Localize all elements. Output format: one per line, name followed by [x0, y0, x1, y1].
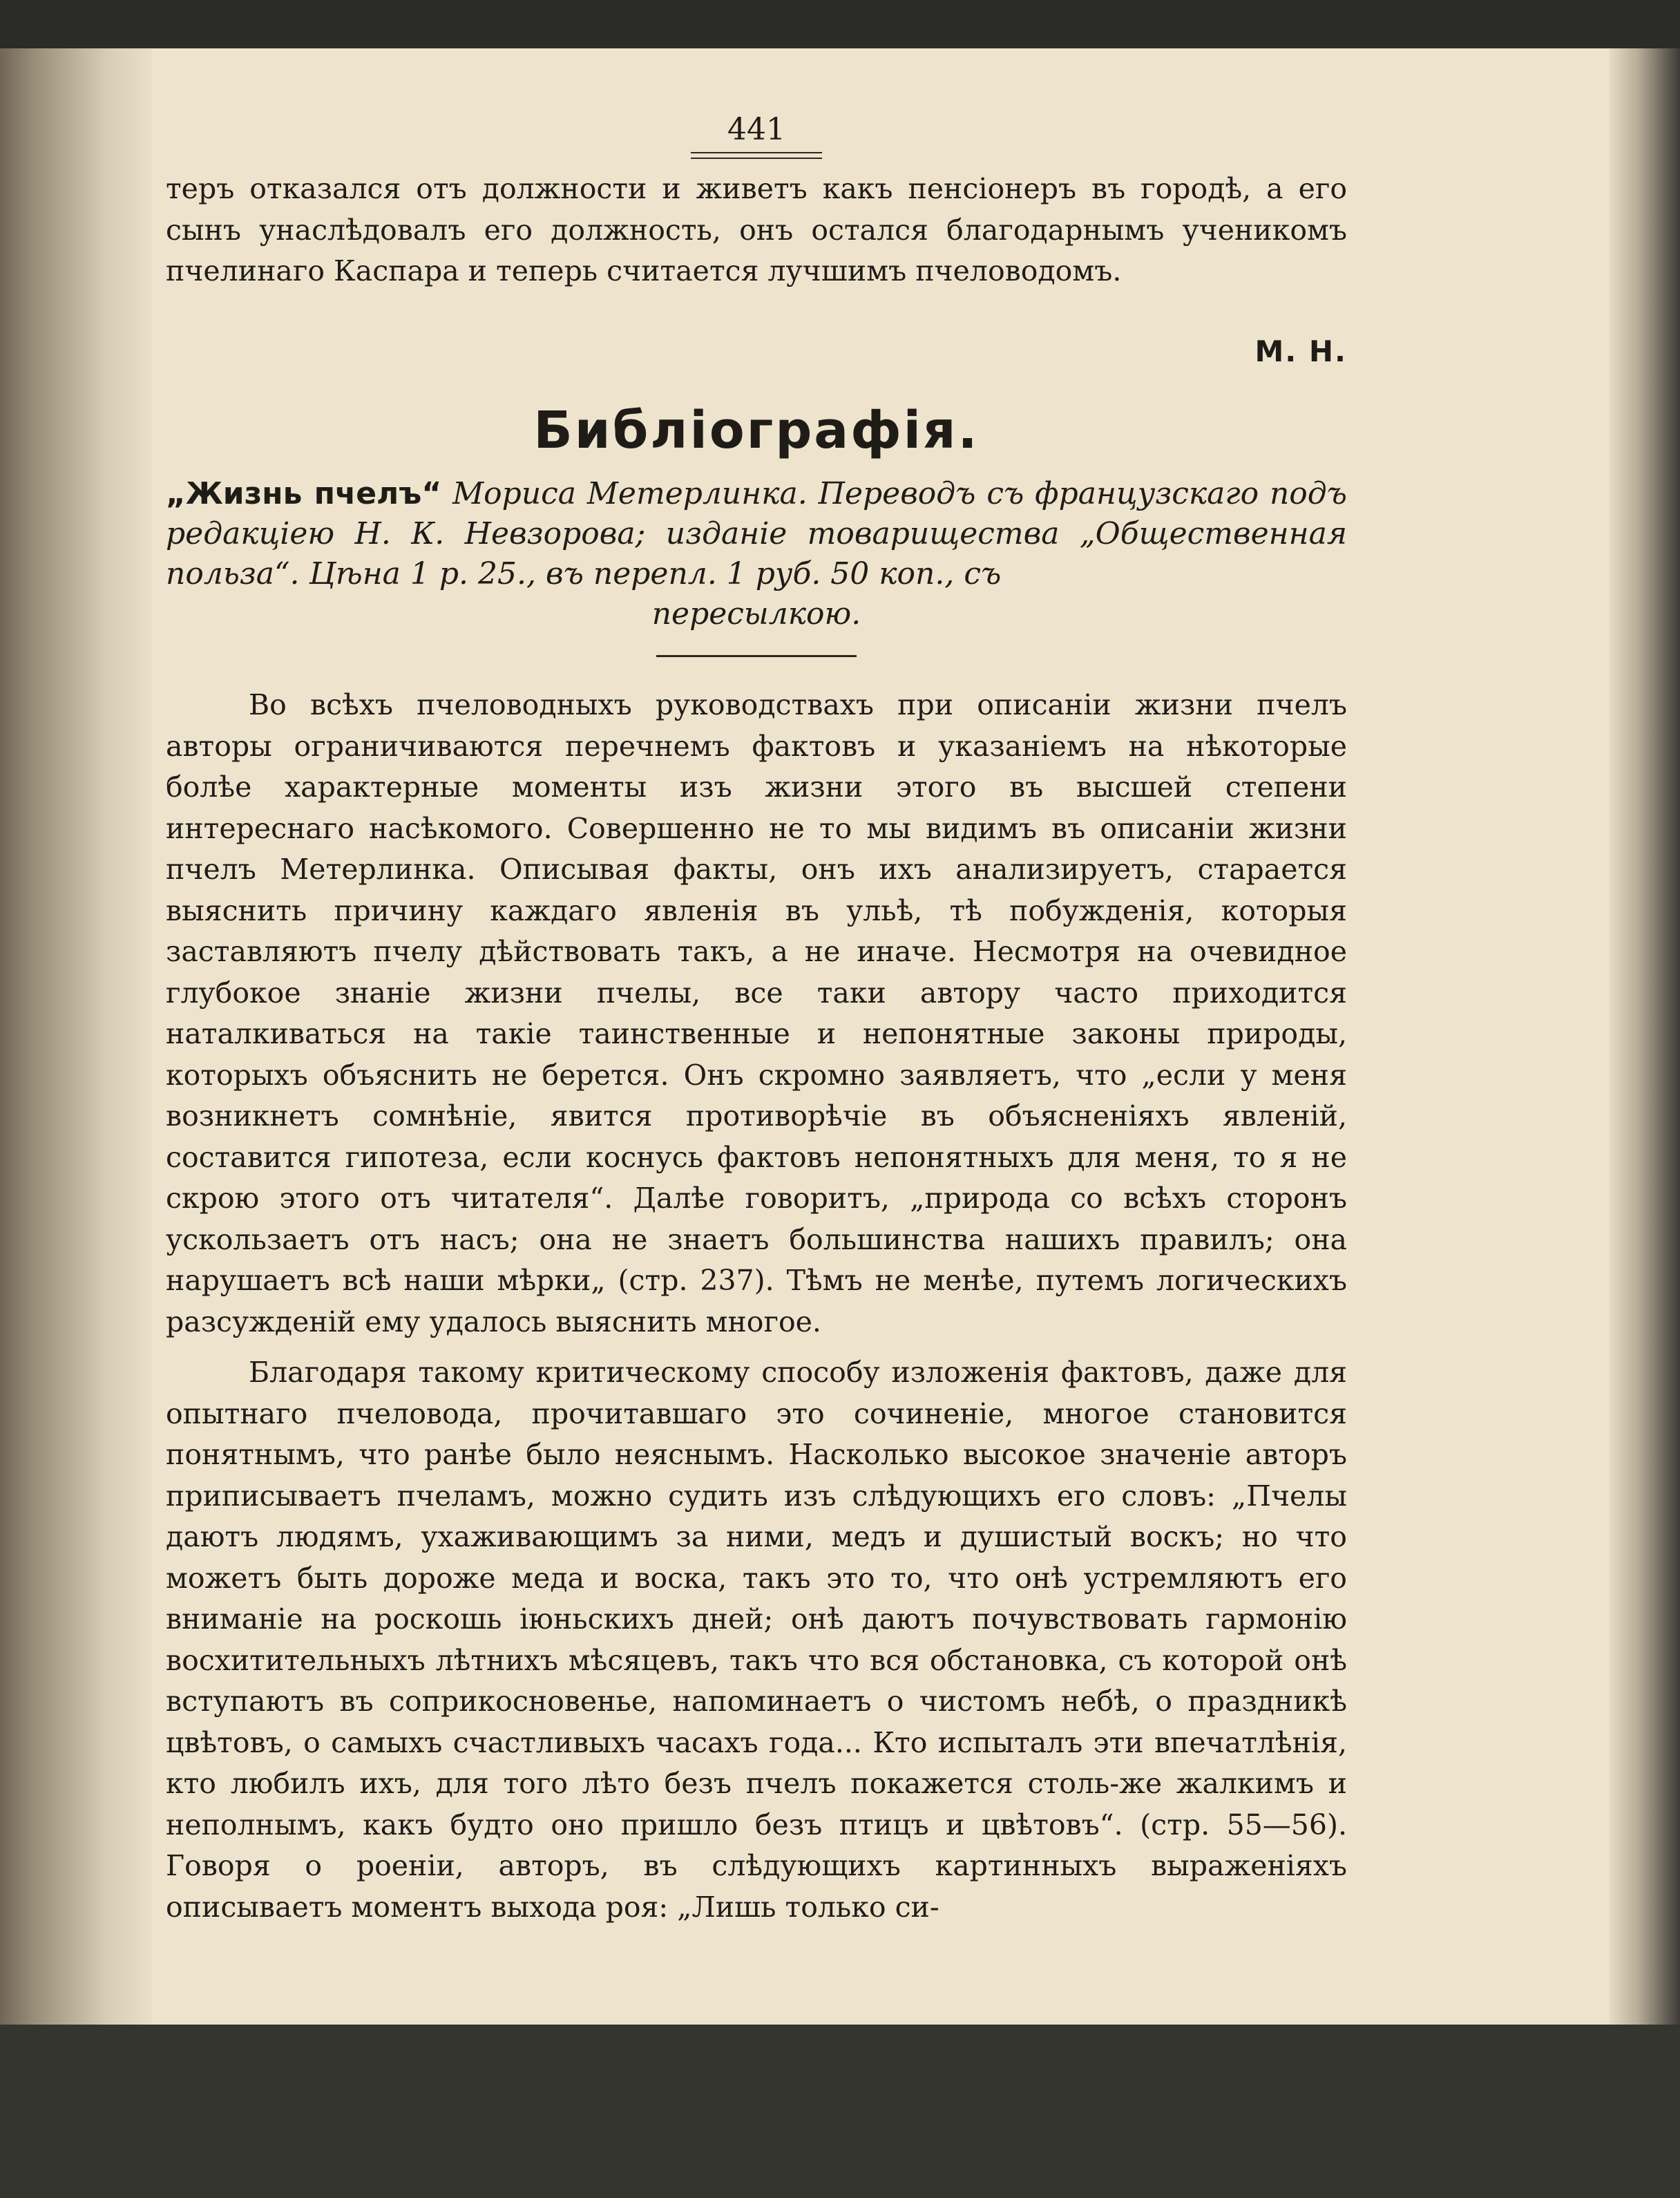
review-paragraph-1: Во всѣхъ пчеловодныхъ руководствахъ при описаніи жизни пчелъ авторы ограничиваются перечнемъ фактовъ и указаніемъ на нѣкоторые болѣе характерные моменты изъ жизни этого въ высшей степени интереснаго насѣкомого. Совершенно не то мы видимъ въ описаніи жизни пчелъ Метерлинка. Описывая факты, онъ ихъ анализируетъ, старается выяснить причину каждаго явленія въ ульѣ, тѣ побужденія, которыя заставляютъ пчелу дѣйствовать такъ, а не иначе. Несмотря на очевидное глубокое знаніе жизни пчелы, все таки автору часто приходится наталкиваться на такіе таинственные и непонятные законы природы, которыхъ объяснить не берется. Онъ скромно заявляетъ, что „если у меня возникнетъ сомнѣніе, явится противорѣчіе въ объясненіяхъ явленій, составится гипотеза, если коснусь фактовъ непонятныхъ для меня, то я не скрою этого отъ читателя“. Далѣе говоритъ, „природа со всѣхъ сторонъ ускользаетъ отъ насъ; она не знаетъ большинства нашихъ правилъ; она нарушаетъ всѣ наши мѣрки„ (стр. 237). Тѣмъ не менѣе, путемъ логическихъ разсужденій ему удалось выяснить многое. — [166, 688, 1347, 1338]
section-title: Библіографія. — [533, 401, 980, 460]
book-details-last-line: пересылкою. — [651, 596, 861, 632]
book-details: Мориса Метерлинка. Переводъ съ французскаго подъ редакціею Н. К. Невзорова; изданіе товарищества „Общественная польза“. Цѣна 1 р. 25., въ перепл. 1 руб. 50 коп., съ — [166, 476, 1348, 591]
page-content — [166, 76, 1347, 1928]
page-right-edge — [1610, 48, 1680, 2025]
book-gutter — [0, 48, 152, 2025]
section-divider — [656, 655, 857, 657]
intro-paragraph: теръ отказался отъ должности и живетъ какъ пенсіонеръ въ городѣ, а его сынъ унаслѣдовалъ его должность, онъ остался благодарнымъ ученикомъ пчелинаго Каспара и теперь считается лучшимъ пчеловодомъ. — [166, 172, 1347, 287]
review-paragraph-2: Благодаря такому критическому способу изложенія фактовъ, даже для опытнаго пчеловода, прочитавшаго это сочиненіе, многое становится понятнымъ, что ранѣе было неяснымъ. Насколько высокое значеніе авторъ приписываетъ пчеламъ, можно судить изъ слѣдующихъ его словъ: „Пчелы даютъ людямъ, ухаживающимъ за ними, медъ и душистый воскъ; но что можетъ быть дороже меда и воска, такъ это то, что онѣ устремляютъ его вниманіе на роскошь іюньскихъ дней; онѣ даютъ почувствовать гармонію восхитительныхъ лѣтнихъ мѣсяцевъ, такъ что вся обстановка, съ которой онѣ вступаютъ въ соприкосновенье, напоминаетъ о чистомъ небѣ, о праздникѣ цвѣтовъ, о самыхъ счастливыхъ часахъ года... Кто испыталъ эти впечатлѣнія, кто любилъ ихъ, для того лѣто безъ пчелъ покажется столь-же жалкимъ и неполнымъ, какъ будто оно пришло безъ птицъ и цвѣтовъ“. (стр. 55—56). Говоря о роеніи, авторъ, въ слѣдующихъ картинныхъ выраженіяхъ описываетъ моментъ выхода роя: „Лишь только си- — [166, 1356, 1347, 1924]
scan-frame-bottom — [0, 2025, 1680, 2198]
author-signature: М. Н. — [1254, 334, 1347, 368]
page-number: 441 — [727, 112, 785, 147]
scan-frame-top — [0, 0, 1680, 48]
page-number-rule — [691, 152, 822, 159]
bibliography-entry — [166, 474, 1347, 634]
book-title: „Жизнь пчелъ“ — [166, 476, 442, 511]
